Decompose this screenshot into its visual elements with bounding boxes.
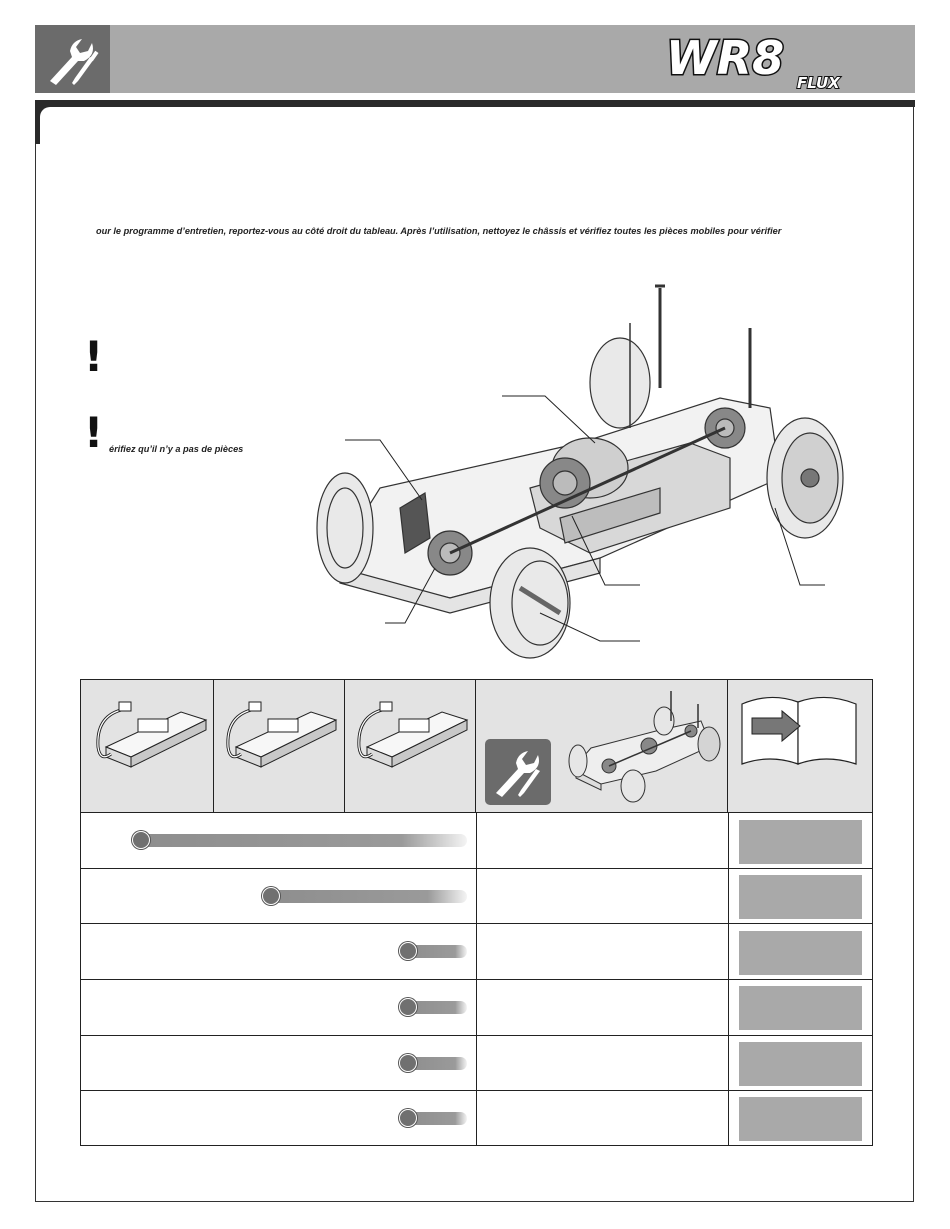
interval-bar bbox=[141, 834, 467, 847]
schedule-box-1 bbox=[739, 820, 862, 864]
manual-arrow-icon bbox=[740, 686, 860, 766]
wrench-screwdriver-icon bbox=[488, 743, 548, 801]
warning-text: érifiez qu’il n’y a pas de pièces bbox=[109, 444, 244, 454]
header-cell-battery-3 bbox=[345, 680, 476, 812]
interval-bar bbox=[408, 1112, 467, 1125]
schedule-box-2 bbox=[739, 875, 862, 919]
header-cell-battery-2 bbox=[214, 680, 345, 812]
header-rule bbox=[35, 100, 915, 107]
logo-sub-text: FLUX bbox=[797, 74, 840, 92]
intro-text: our le programme d’entretien, reportez-vous au côté droit du tableau. Après l’utilisation, nettoyez le châssis et vérifiez toutes les pièces mobiles pour vérifier bbox=[96, 226, 782, 236]
maintenance-tool-badge bbox=[485, 739, 551, 805]
corner-tab bbox=[35, 100, 51, 144]
battery-pack-icon bbox=[86, 692, 211, 782]
warning-icon: ! bbox=[84, 332, 104, 381]
logo-main-text: WR8 bbox=[666, 31, 785, 85]
schedule-box-3 bbox=[739, 931, 862, 975]
chassis-illustration bbox=[300, 268, 860, 663]
brand-logo bbox=[662, 30, 872, 97]
interval-start-marker bbox=[132, 831, 150, 849]
header-cell-maintenance bbox=[476, 680, 728, 812]
schedule-box-4 bbox=[739, 986, 862, 1030]
interval-bar bbox=[271, 890, 467, 903]
chassis-thumbnail-icon bbox=[561, 686, 721, 806]
tool-box bbox=[35, 25, 110, 93]
interval-bar bbox=[408, 1001, 467, 1014]
battery-pack-icon bbox=[216, 692, 341, 782]
schedule-box-5 bbox=[739, 1042, 862, 1086]
battery-pack-icon bbox=[347, 692, 472, 782]
warning-icon-2: ! bbox=[84, 408, 104, 457]
header-cell-battery-1 bbox=[81, 680, 214, 812]
header-cell-manual bbox=[728, 680, 872, 812]
schedule-box-6 bbox=[739, 1097, 862, 1141]
wrench-screwdriver-icon bbox=[42, 31, 102, 89]
interval-bar bbox=[408, 945, 467, 958]
interval-bar bbox=[408, 1057, 467, 1070]
maintenance-table bbox=[80, 679, 873, 1146]
